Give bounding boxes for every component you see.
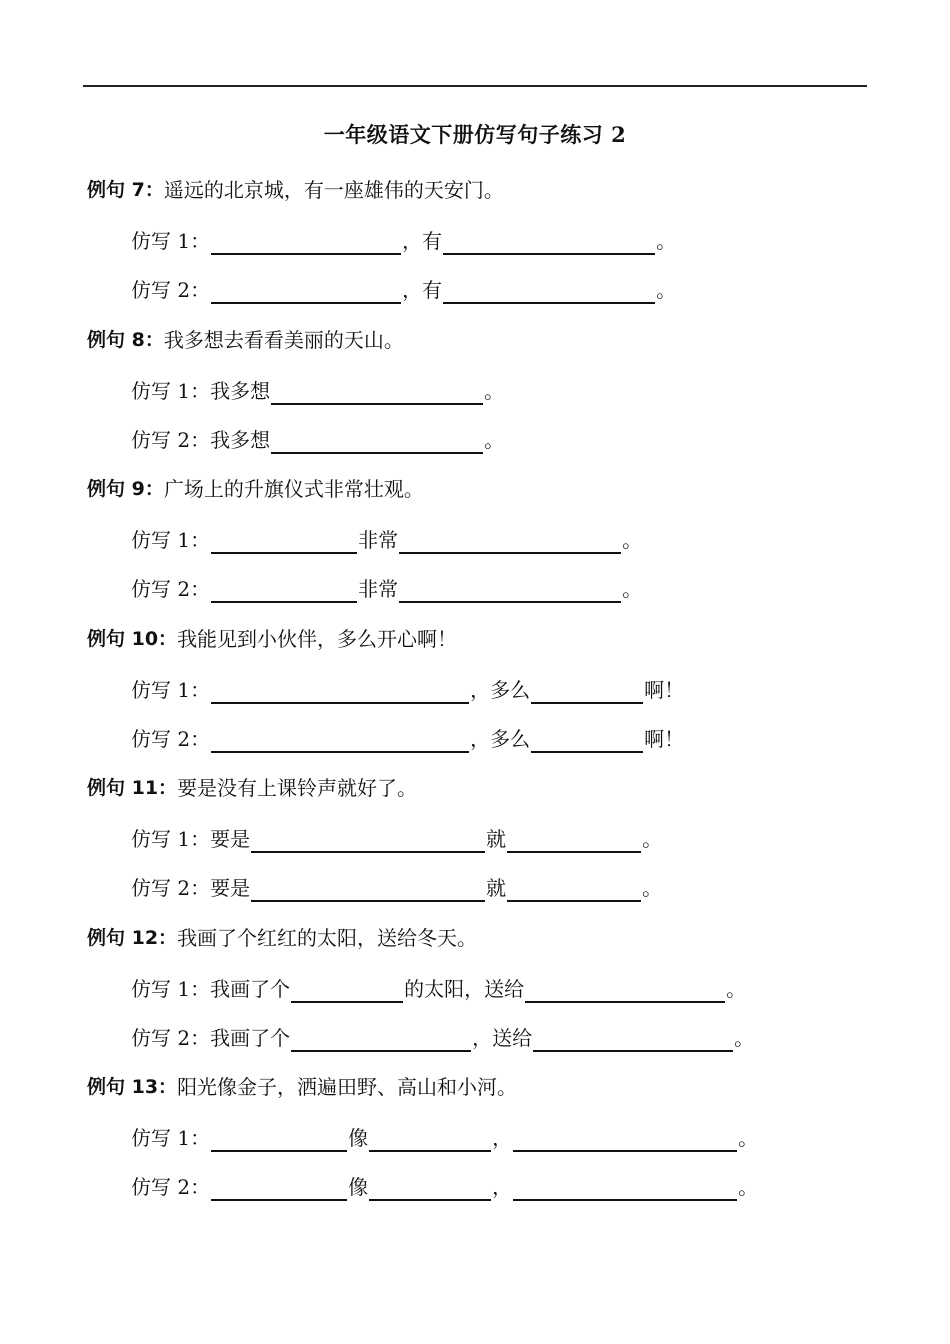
example-text: 我能见到小伙伴，多么开心啊！ — [177, 627, 458, 651]
practice-line-13-2 — [131, 1167, 758, 1201]
answer-blank[interactable] — [211, 276, 401, 304]
answer-blank[interactable] — [369, 1173, 491, 1201]
practice-text: 。 — [642, 876, 663, 900]
practice-text: 像 — [348, 1126, 369, 1150]
practice-line-10-1 — [131, 670, 684, 704]
practice-text: 仿写 1： — [131, 678, 211, 702]
answer-blank[interactable] — [513, 1173, 737, 1201]
practice-line-12-1 — [131, 969, 746, 1003]
example-label: 例句 7： — [87, 179, 164, 201]
answer-blank[interactable] — [211, 575, 357, 603]
answer-blank[interactable] — [211, 1173, 347, 1201]
practice-text: ， — [492, 1126, 513, 1150]
practice-text: 仿写 1： — [131, 528, 211, 552]
practice-text: 仿写 1： — [131, 1126, 211, 1150]
answer-blank[interactable] — [533, 1024, 733, 1052]
practice-text: 就 — [486, 876, 507, 900]
example-sentence-9 — [87, 469, 424, 503]
practice-line-8-2 — [131, 420, 504, 454]
answer-blank[interactable] — [531, 725, 643, 753]
practice-line-9-2 — [131, 569, 642, 603]
example-label: 例句 12： — [87, 927, 178, 949]
example-text: 要是没有上课铃声就好了。 — [177, 776, 418, 800]
example-text: 广场上的升旗仪式非常壮观。 — [163, 477, 424, 501]
answer-blank[interactable] — [513, 1124, 737, 1152]
practice-text: 。 — [726, 977, 747, 1001]
example-sentence-10 — [87, 619, 457, 653]
practice-text: ，有 — [402, 229, 443, 253]
example-sentence-12 — [87, 918, 477, 952]
practice-text: 非常 — [358, 577, 399, 601]
answer-blank[interactable] — [271, 377, 483, 405]
answer-blank[interactable] — [251, 874, 485, 902]
example-text: 我多想去看看美丽的天山。 — [163, 328, 404, 352]
answer-blank[interactable] — [507, 874, 641, 902]
practice-text: 。 — [622, 577, 643, 601]
answer-blank[interactable] — [525, 975, 725, 1003]
practice-text: 。 — [484, 379, 505, 403]
practice-text: 就 — [486, 827, 507, 851]
practice-line-9-1 — [131, 520, 642, 554]
answer-blank[interactable] — [443, 227, 655, 255]
practice-line-11-2 — [131, 868, 662, 902]
practice-text: 仿写 2：我多想 — [131, 428, 271, 452]
practice-text: 仿写 1：要是 — [131, 827, 251, 851]
practice-text: 的太阳，送给 — [404, 977, 525, 1001]
practice-text: 啊！ — [644, 678, 685, 702]
answer-blank[interactable] — [291, 975, 403, 1003]
answer-blank[interactable] — [271, 426, 483, 454]
practice-text: 。 — [656, 229, 677, 253]
answer-blank[interactable] — [399, 526, 621, 554]
practice-text: 仿写 1：我画了个 — [131, 977, 291, 1001]
practice-text: ，送给 — [472, 1026, 533, 1050]
practice-text: 仿写 2： — [131, 278, 211, 302]
practice-line-8-1 — [131, 371, 504, 405]
example-label: 例句 8： — [87, 329, 164, 351]
example-sentence-8 — [87, 320, 404, 354]
practice-line-7-2 — [131, 270, 676, 304]
practice-text: 仿写 2：我画了个 — [131, 1026, 291, 1050]
answer-blank[interactable] — [507, 825, 641, 853]
practice-text: ，有 — [402, 278, 443, 302]
practice-text: 仿写 2： — [131, 727, 211, 751]
practice-text: ， — [492, 1175, 513, 1199]
practice-line-13-1 — [131, 1118, 758, 1152]
practice-text: 仿写 1： — [131, 229, 211, 253]
answer-blank[interactable] — [211, 725, 469, 753]
practice-text: 像 — [348, 1175, 369, 1199]
header-rule — [83, 85, 867, 87]
answer-blank[interactable] — [443, 276, 655, 304]
example-text: 阳光像金子，洒遍田野、高山和小河。 — [177, 1075, 518, 1099]
practice-text: 仿写 1：我多想 — [131, 379, 271, 403]
practice-text: ，多么 — [470, 727, 531, 751]
practice-text: 非常 — [358, 528, 399, 552]
answer-blank[interactable] — [369, 1124, 491, 1152]
answer-blank[interactable] — [251, 825, 485, 853]
page-title: 一年级语文下册仿写句子练习 2 — [323, 122, 627, 147]
practice-text: 。 — [622, 528, 643, 552]
practice-text: 仿写 2：要是 — [131, 876, 251, 900]
practice-text: 。 — [738, 1126, 759, 1150]
answer-blank[interactable] — [211, 526, 357, 554]
practice-line-12-2 — [131, 1018, 754, 1052]
example-label: 例句 10： — [87, 628, 178, 650]
answer-blank[interactable] — [531, 676, 643, 704]
answer-blank[interactable] — [211, 1124, 347, 1152]
example-sentence-11 — [87, 768, 417, 802]
example-sentence-13 — [87, 1067, 517, 1101]
practice-text: 。 — [734, 1026, 755, 1050]
practice-text: 仿写 2： — [131, 1175, 211, 1199]
practice-line-10-2 — [131, 719, 684, 753]
practice-text: 。 — [738, 1175, 759, 1199]
practice-text: ，多么 — [470, 678, 531, 702]
practice-line-11-1 — [131, 819, 662, 853]
practice-text: 。 — [642, 827, 663, 851]
practice-text: 。 — [656, 278, 677, 302]
answer-blank[interactable] — [211, 676, 469, 704]
practice-text: 。 — [484, 428, 505, 452]
answer-blank[interactable] — [211, 227, 401, 255]
example-label: 例句 13： — [87, 1076, 178, 1098]
answer-blank[interactable] — [291, 1024, 471, 1052]
example-sentence-7 — [87, 170, 504, 204]
example-label: 例句 9： — [87, 478, 164, 500]
practice-text: 仿写 2： — [131, 577, 211, 601]
answer-blank[interactable] — [399, 575, 621, 603]
practice-text: 啊！ — [644, 727, 685, 751]
example-label: 例句 11： — [87, 777, 178, 799]
example-text: 遥远的北京城，有一座雄伟的天安门。 — [163, 178, 504, 202]
practice-line-7-1 — [131, 221, 676, 255]
example-text: 我画了个红红的太阳，送给冬天。 — [177, 926, 478, 950]
